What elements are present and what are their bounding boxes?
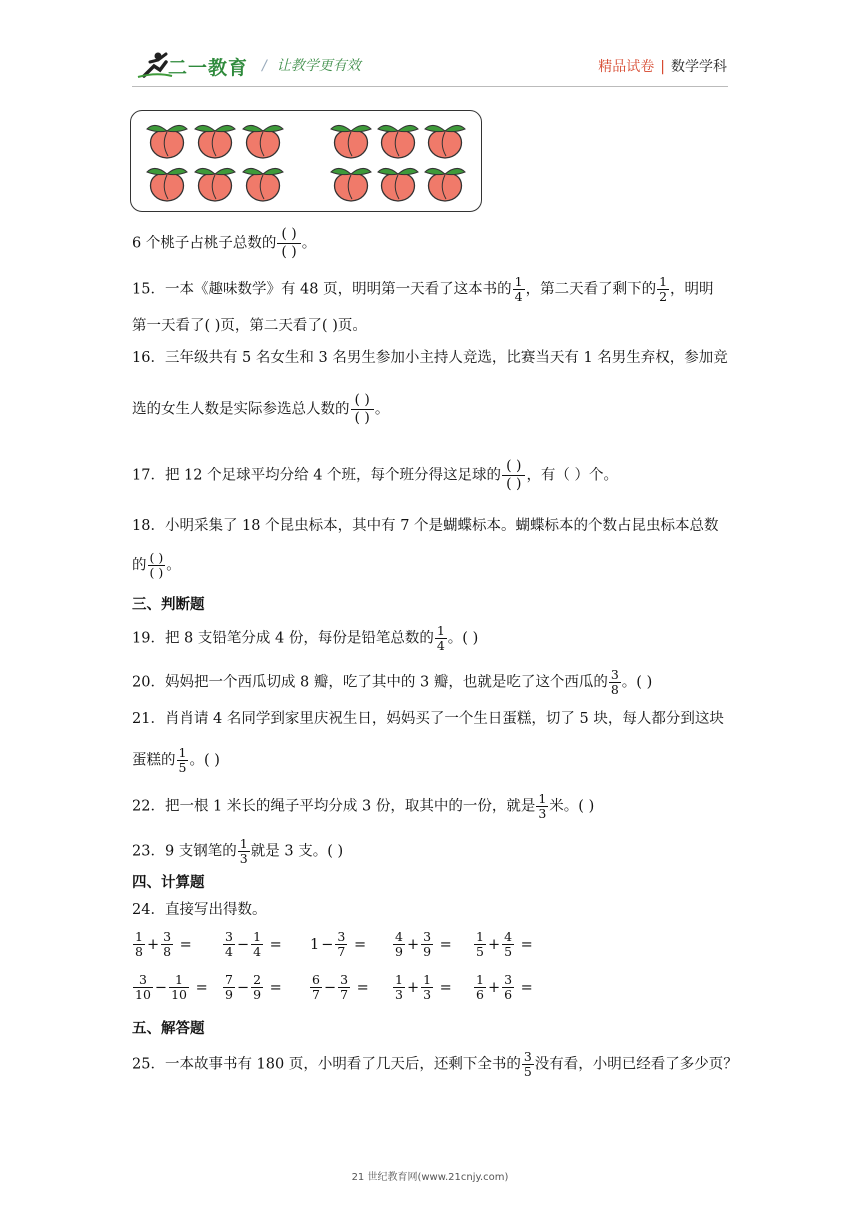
peach-icon xyxy=(378,125,418,158)
q16-line2: 选的女生人数是实际参选总人数的 $\frac{( )}{( )}$ 。 xyxy=(132,392,390,426)
calc-expression[interactable]: $\frac{3}{10}$ − $\frac{1}{10}$ = xyxy=(135,972,208,1002)
fraction-1-4: $\frac{1}{4}$ xyxy=(514,274,523,304)
section-calc-title: 四、计算题 xyxy=(132,875,205,891)
fraction: $\frac{3}{10}$ xyxy=(135,972,151,1002)
brand-name: 二一教育 xyxy=(168,57,249,79)
calc-expression[interactable]: $\frac{4}{9}$ + $\frac{3}{9}$ = xyxy=(395,929,452,959)
fraction: $\frac{1}{4}$ xyxy=(253,929,262,959)
fraction: $\frac{1}{6}$ xyxy=(476,972,484,1002)
fraction: $\frac{3}{8}$ xyxy=(163,929,172,959)
fraction: $\frac{3}{7}$ xyxy=(340,972,349,1002)
label-subject: 数学学科 xyxy=(671,59,727,75)
peach-icon xyxy=(147,125,187,158)
fraction: $\frac{2}{9}$ xyxy=(253,972,262,1002)
peach-icon xyxy=(331,168,371,201)
q18-fraction-blank[interactable]: $\frac{( )}{( )}$ xyxy=(149,550,164,580)
q17-fraction-blank[interactable]: $\frac{( )}{( )}$ xyxy=(502,458,525,493)
peach-icon xyxy=(195,125,235,158)
fraction: $\frac{3}{4}$ xyxy=(225,929,233,959)
fraction-1-3: $\frac{1}{3}$ xyxy=(239,836,248,866)
fraction: $\frac{1}{5}$ xyxy=(476,929,484,959)
peach-figure xyxy=(130,110,482,212)
slogan: / 让教学更有效 xyxy=(262,58,361,74)
fraction: $\frac{6}{7}$ xyxy=(312,972,320,1002)
calc-expression[interactable]: 1 − $\frac{3}{7}$ = xyxy=(310,929,367,959)
fraction: $\frac{3}{9}$ xyxy=(423,929,432,959)
q21-line1: 21．肖肖请 4 名同学到家里庆祝生日，妈妈买了一个生日蛋糕，切了 5 块，每人都分到这块 xyxy=(132,711,724,727)
fraction: $\frac{3}{6}$ xyxy=(504,972,513,1002)
peach-group xyxy=(131,111,481,211)
calc-expression[interactable]: $\frac{1}{5}$ + $\frac{4}{5}$ = xyxy=(476,929,533,959)
calc-expression[interactable]: $\frac{6}{7}$ − $\frac{3}{7}$ = xyxy=(312,972,369,1002)
calc-expression[interactable]: $\frac{7}{9}$ − $\frac{2}{9}$ = xyxy=(225,972,282,1002)
q20-line: 20．妈妈把一个西瓜切成 8 瓣，吃了其中的 3 瓣，也就是吃了这个西瓜的 $\frac{3}{8}$ 。( ) xyxy=(132,667,653,697)
header-divider xyxy=(132,86,728,87)
fraction-1-3: $\frac{1}{3}$ xyxy=(538,791,547,821)
peach-icon xyxy=(378,168,418,201)
fraction-1-5: $\frac{1}{5}$ xyxy=(178,745,187,775)
q14-fraction-blank[interactable]: $\frac{( )}{( )}$ xyxy=(277,226,300,261)
peach-icon xyxy=(195,168,235,201)
label-premium: 精品试卷 xyxy=(598,59,655,75)
peach-icon xyxy=(147,168,187,201)
fraction-3-8: $\frac{3}{8}$ xyxy=(610,667,619,697)
fraction-1-2: $\frac{1}{2}$ xyxy=(659,274,668,304)
fraction-3-5: $\frac{3}{5}$ xyxy=(523,1049,532,1079)
q17-line: 17．把 12 个足球平均分给 4 个班，每个班分得这足球的 $\frac{( )}{( )}$ ，有（ ）个。 xyxy=(132,458,619,492)
q24-prompt: 24．直接写出得数。 xyxy=(132,902,267,918)
slogan-text: 让教学更有效 xyxy=(276,58,361,74)
q21-line2: 蛋糕的 $\frac{1}{5}$ 。( ) xyxy=(132,745,220,775)
q25-line: 25．一本故事书有 180 页，小明看了几天后，还剩下全书的 $\frac{3}{5}$ 没有看，小明已经看了多少页？ xyxy=(132,1049,738,1079)
fraction: $\frac{1}{3}$ xyxy=(423,972,432,1002)
q22-line: 22．把一根 1 米长的绳子平均分成 3 份，取其中的一份，就是 $\frac{1}{3}$ 米。( ) xyxy=(132,791,595,821)
page-footer: 21 世纪教育网(www.21cnjy.com) xyxy=(351,1172,509,1183)
q16-fraction-blank[interactable]: $\frac{( )}{( )}$ xyxy=(351,392,374,427)
fraction-1-4: $\frac{1}{4}$ xyxy=(436,623,445,653)
peach-icon xyxy=(331,125,371,158)
peach-icon xyxy=(243,125,283,158)
fraction: $\frac{7}{9}$ xyxy=(225,972,233,1002)
peach-icon xyxy=(243,168,283,201)
q23-line: 23．9 支钢笔的 $\frac{1}{3}$ 就是 3 支。( ) xyxy=(132,836,344,866)
fraction: $\frac{1}{3}$ xyxy=(395,972,403,1002)
section-answer-title: 五、解答题 xyxy=(132,1021,205,1037)
q15-line1: 15．一本《趣味数学》有 48 页，明明第一天看了这本书的 $\frac{1}{4}$ ，第二天看了剩下的 $\frac{1}{2}$ ，明明 xyxy=(132,274,714,304)
q14-tail: 6 个桃子占桃子总数的 $\frac{( )}{( )}$ 。 xyxy=(132,226,317,260)
calc-expression[interactable]: $\frac{1}{3}$ + $\frac{1}{3}$ = xyxy=(395,972,452,1002)
q16-line1: 16．三年级共有 5 名女生和 3 名男生参加小主持人竞选，比赛当天有 1 名男生弃权，参加竞 xyxy=(132,350,728,366)
q18-line2: 的 $\frac{( )}{( )}$ 。 xyxy=(132,550,181,580)
q19-line: 19．把 8 支铅笔分成 4 份，每份是铅笔总数的 $\frac{1}{4}$ 。( ) xyxy=(132,623,479,653)
peach-icon xyxy=(425,168,465,201)
q14-text: 6 个桃子占桃子总数的 xyxy=(132,235,277,252)
section-judgement-title: 三、判断题 xyxy=(132,597,205,613)
fraction: $\frac{4}{9}$ xyxy=(395,929,403,959)
fraction: $\frac{3}{7}$ xyxy=(337,929,346,959)
calc-expression[interactable]: $\frac{1}{6}$ + $\frac{3}{6}$ = xyxy=(476,972,533,1002)
calc-expression[interactable]: $\frac{1}{8}$ + $\frac{3}{8}$ = xyxy=(135,929,192,959)
q15-line2[interactable]: 第一天看了( )页，第二天看了( )页。 xyxy=(132,318,367,334)
fraction: $\frac{1}{8}$ xyxy=(135,929,143,959)
fraction: $\frac{4}{5}$ xyxy=(504,929,513,959)
calc-expression[interactable]: $\frac{3}{4}$ − $\frac{1}{4}$ = xyxy=(225,929,282,959)
q18-line1: 18．小明采集了 18 个昆虫标本，其中有 7 个是蝴蝶标本。蝴蝶标本的个数占昆虫标本总数 xyxy=(132,518,719,534)
peach-icon xyxy=(425,125,465,158)
header-labels: 精品试卷 | 数学学科 xyxy=(598,59,727,75)
fraction: $\frac{1}{10}$ xyxy=(171,972,187,1002)
